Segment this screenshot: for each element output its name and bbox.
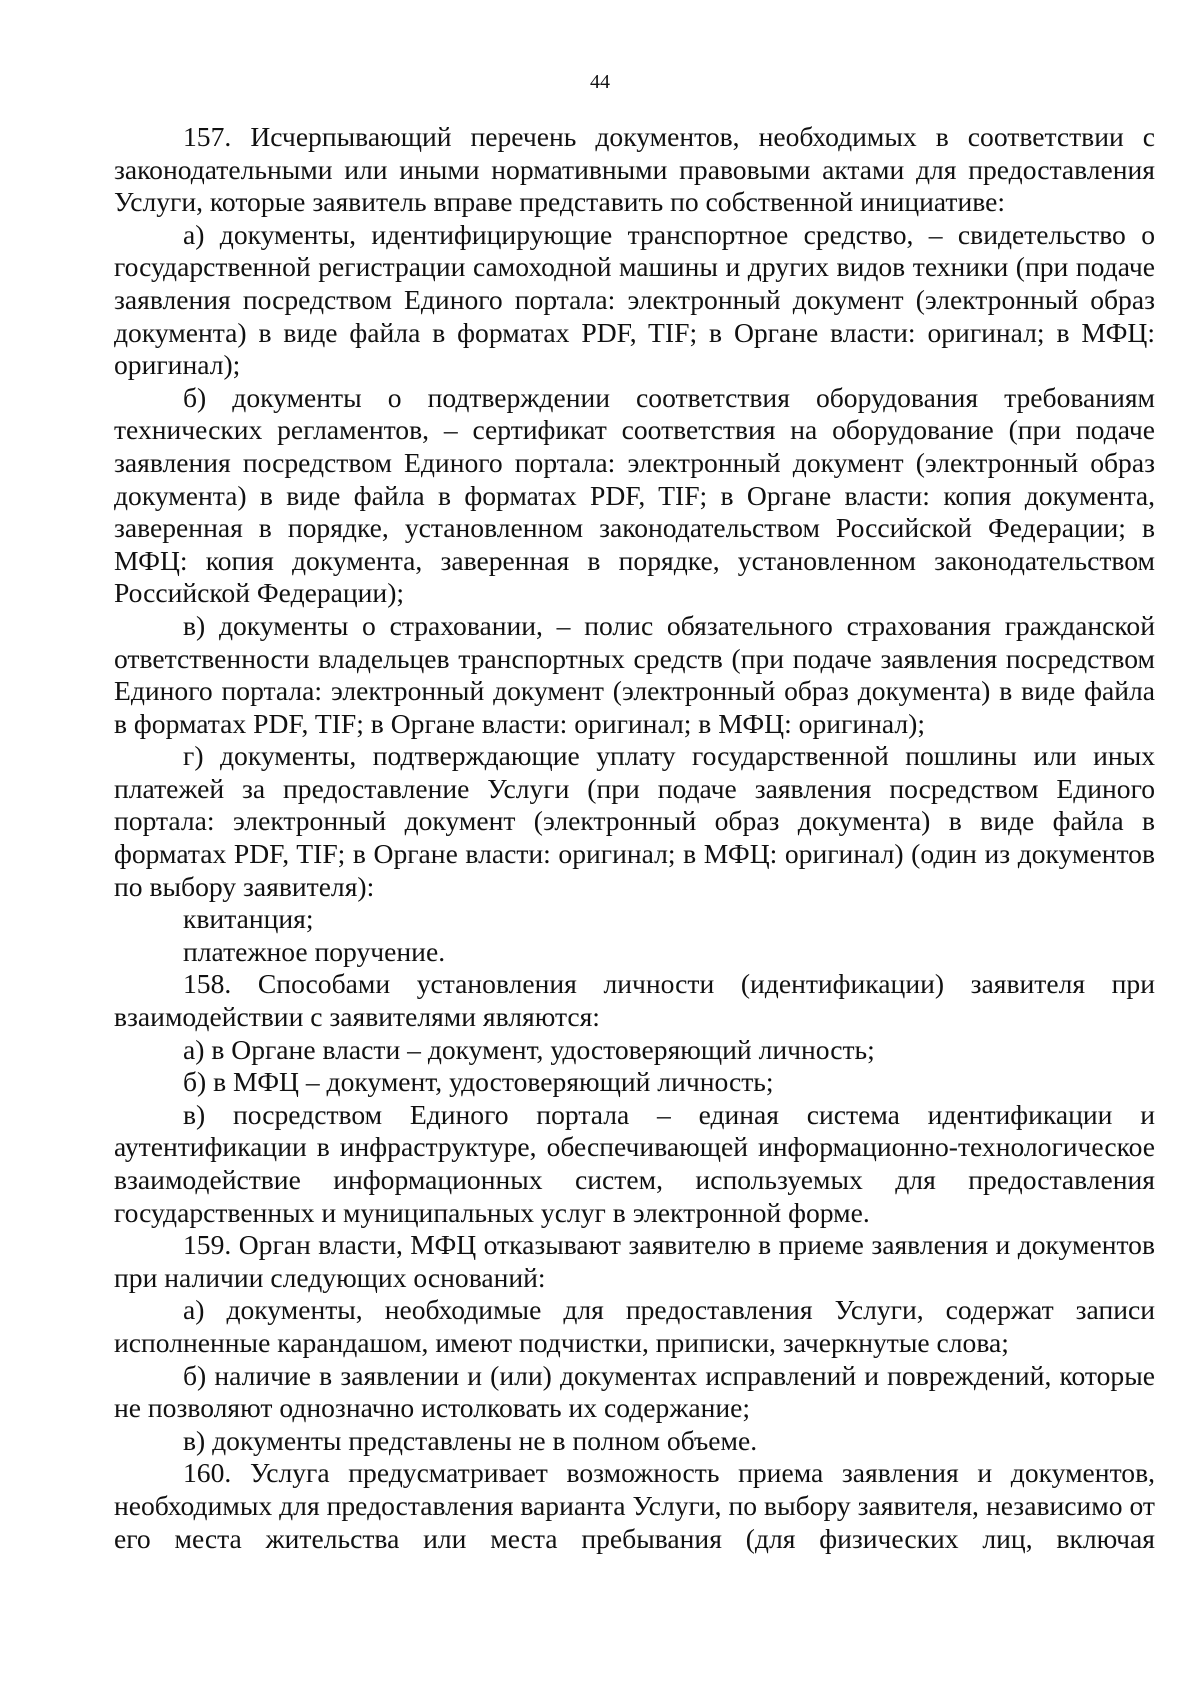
paragraph-157: 157. Исчерпывающий перечень документов, необходимых в соответствии с законодательными или иными нормативными правовыми актами для предоставления Услуги, которые заявитель вправе представить по собственной инициативе: [114,121,1155,218]
paragraph-159-v: в) документы представлены не в полном объеме. [183,1424,758,1456]
page-number: 44 [590,71,610,93]
paragraph-159-a: а) документы, необходимые для предоставления Услуги, содержат записи исполненные карандашом, имеют подчистки, приписки, зачеркнутые слова; [114,1294,1155,1358]
paragraph-158-b: б) в МФЦ – документ, удостоверяющий личность; [183,1066,774,1098]
paragraph-159-b: б) наличие в заявлении и (или) документах исправлений и повреждений, которые не позволяют однозначно истолковать их содержание; [114,1359,1155,1424]
paragraph-158: 158. Способами установления личности (идентификации) заявителя при взаимодействии с заявителями являются: [114,968,1155,1033]
list-item-receipt: квитанция; [183,903,314,935]
paragraph-157-a: а) документы, идентифицирующие транспортное средство, – свидетельство о государственной регистрации самоходной машины и других видов техники (при подаче заявления посредством Единого портала: электронный документ (электронный образ документа) в виде файла в форматах PDF, TIF; в Органе власти: оригинал; в МФЦ: оригинал); [114,218,1155,381]
list-item-payment-order: платежное поручение. [183,935,446,967]
paragraph-158-v: в) посредством Единого портала – единая система идентификации и аутентификации в инфраструктуре, обеспечивающей информационно-технологическое взаимодействие информационных систем, используемых для предоставления государственных и муниципальных услуг в электронной форме. [114,1098,1155,1228]
paragraph-158-a: а) в Органе власти – документ, удостоверяющий личность; [183,1033,875,1065]
paragraph-159: 159. Орган власти, МФЦ отказывают заявителю в приеме заявления и документов при наличии следующих оснований: [114,1229,1155,1293]
paragraph-160: 160. Услуга предусматривает возможность приема заявления и документов, необходимых для предоставления варианта Услуги, по выбору заявителя, независимо от его места жительства или места пребывания (для физических лиц, включая [114,1457,1155,1554]
document-body [114,121,1155,1555]
paragraph-157-b: б) документы о подтверждении соответствия оборудования требованиям технических регламентов, – сертификат соответствия на оборудование (при подаче заявления посредством Единого портала: электронный документ (электронный образ документа) в виде файла в форматах PDF, TIF; в Органе власти: копия документа, заверенная в порядке, установленном законодательством Российской Федерации; в МФЦ: копия документа, заверенная в порядке, установленном законодательством Российской Федерации); [114,381,1155,609]
paragraph-157-g: г) документы, подтверждающие уплату государственной пошлины или иных платежей за предоставление Услуги (при подаче заявления посредством Единого портала: электронный документ (электронный образ документа) в виде файла в форматах PDF, TIF; в Органе власти: оригинал; в МФЦ: оригинал) (один из документов по выбору заявителя): [114,740,1155,902]
paragraph-157-v: в) документы о страховании, – полис обязательного страхования гражданской ответственности владельцев транспортных средств (при подаче заявления посредством Единого портала: электронный документ (электронный образ документа) в виде файла в форматах PDF, TIF; в Органе власти: оригинал; в МФЦ: оригинал); [114,609,1155,739]
